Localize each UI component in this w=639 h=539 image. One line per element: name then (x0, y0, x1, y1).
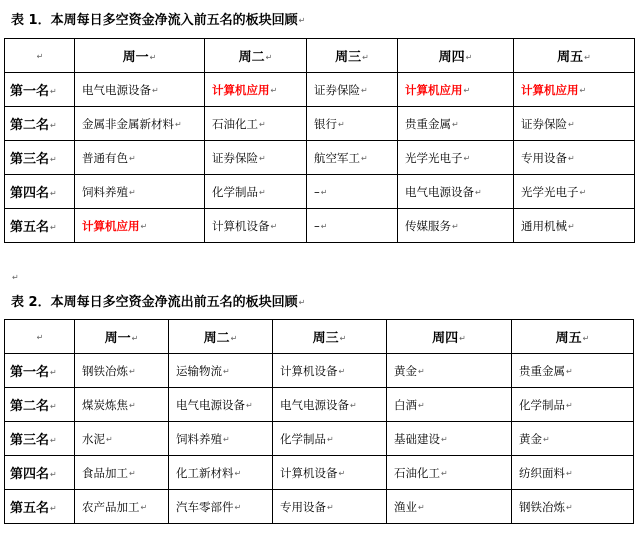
rank-label: 第四名 (10, 186, 50, 201)
sector-cell (75, 490, 169, 524)
sector-name: 贵重金属 (519, 363, 565, 378)
sector-name: 纺织面料 (519, 465, 565, 480)
table-row (5, 490, 634, 524)
sector-cell (205, 175, 307, 209)
paragraph-mark: ↵ (259, 119, 266, 129)
sector-cell (512, 388, 634, 422)
table-row (5, 422, 634, 456)
paragraph-mark: ↵ (566, 366, 573, 376)
rank-label: 第五名 (10, 220, 50, 235)
day-label: 周三 (312, 331, 339, 346)
paragraph-mark: ↵ (50, 504, 57, 513)
header-row (5, 39, 635, 73)
sector-name: 计算机应用 (82, 218, 140, 233)
paragraph-mark: ↵ (129, 400, 136, 410)
sector-cell (75, 209, 205, 243)
day-header (387, 320, 512, 354)
sector-cell (205, 73, 307, 107)
sector-cell (169, 422, 273, 456)
sector-name: 证券保险 (521, 116, 567, 131)
table-row (5, 209, 635, 243)
table2-caption: 表 2．本周每日多空资金净流出前五名的板块回顾↵ (11, 295, 306, 310)
paragraph-mark: ↵ (362, 53, 369, 62)
paragraph-mark: ↵ (259, 153, 266, 163)
table-row (5, 388, 634, 422)
sector-name: 贵重金属 (405, 116, 451, 131)
sector-name: 计算机设备 (212, 218, 270, 233)
paragraph-mark: ↵ (566, 468, 573, 478)
day-label: 周二 (203, 331, 230, 346)
paragraph-mark: ↵ (106, 434, 113, 444)
sector-cell (514, 73, 635, 107)
rank-label: 第一名 (10, 84, 50, 99)
sector-name: 航空军工 (314, 150, 360, 165)
rank-label: 第二名 (10, 399, 50, 414)
sector-name: 饲料养殖 (176, 431, 222, 446)
sector-cell (75, 141, 205, 175)
sector-name: 专用设备 (521, 150, 567, 165)
rank-cell (5, 388, 75, 422)
table-row (5, 354, 634, 388)
paragraph-mark: ↵ (50, 223, 57, 232)
paragraph-mark: ↵ (246, 400, 253, 410)
paragraph-mark: ↵ (50, 402, 57, 411)
sector-cell (273, 456, 387, 490)
sector-cell (75, 175, 205, 209)
day-label: 周一 (122, 50, 149, 65)
paragraph-mark: ↵ (129, 153, 136, 163)
paragraph-mark: ↵ (579, 85, 587, 95)
sector-name: 钢铁冶炼 (519, 499, 565, 514)
paragraph-mark: ↵ (361, 85, 368, 95)
paragraph-mark: ↵ (584, 53, 591, 62)
paragraph-mark: ↵ (129, 366, 136, 376)
sector-name: 汽车零部件 (176, 499, 234, 514)
sector-cell (512, 354, 634, 388)
sector-name: 黄金 (394, 363, 417, 378)
sector-cell (75, 422, 169, 456)
sector-cell (387, 422, 512, 456)
sector-name: 化工新材料 (176, 465, 234, 480)
sector-name: 化学制品 (212, 184, 258, 199)
sector-name: – (314, 218, 320, 233)
sector-name: 化学制品 (280, 431, 326, 446)
paragraph-mark: ↵ (270, 85, 278, 95)
paragraph-mark: ↵ (36, 51, 44, 61)
paragraph-mark: ↵ (234, 502, 242, 512)
paragraph-mark: ↵ (152, 85, 159, 95)
paragraph-mark: ↵ (50, 155, 57, 164)
sector-name: 农产品加工 (82, 499, 140, 514)
sector-cell (387, 354, 512, 388)
sector-name: 基础建设 (394, 431, 440, 446)
header-corner-cell (5, 320, 75, 354)
sector-cell (512, 490, 634, 524)
paragraph-mark: ↵ (475, 187, 482, 197)
sector-cell (75, 354, 169, 388)
paragraph-mark: ↵ (327, 502, 334, 512)
paragraph-mark: ↵ (140, 502, 148, 512)
table2-outflow (4, 319, 634, 524)
sector-name: 水泥 (82, 431, 105, 446)
sector-name: 计算机设备 (280, 363, 338, 378)
paragraph-mark: ↵ (259, 187, 266, 197)
sector-cell (307, 73, 398, 107)
day-label: 周四 (438, 50, 465, 65)
sector-name: 普通有色 (82, 150, 128, 165)
table1-inflow (4, 38, 635, 243)
paragraph-mark: ↵ (298, 298, 306, 307)
paragraph-mark: ↵ (465, 53, 473, 62)
paragraph-mark: ↵ (327, 434, 334, 444)
paragraph-mark: ↵ (12, 273, 19, 282)
sector-cell (169, 490, 273, 524)
paragraph-mark: ↵ (452, 221, 459, 231)
paragraph-mark: ↵ (223, 434, 230, 444)
sector-cell (169, 388, 273, 422)
sector-cell (387, 388, 512, 422)
sector-cell (398, 209, 514, 243)
day-label: 周三 (335, 50, 362, 65)
rank-label: 第一名 (10, 365, 50, 380)
sector-cell (387, 490, 512, 524)
sector-name: 钢铁冶炼 (82, 363, 128, 378)
rank-cell (5, 422, 75, 456)
sector-cell (205, 141, 307, 175)
sector-cell (273, 422, 387, 456)
rank-label: 第三名 (10, 433, 50, 448)
sector-name: 银行 (314, 116, 337, 131)
rank-cell (5, 456, 75, 490)
paragraph-mark: ↵ (459, 334, 466, 343)
sector-cell (398, 175, 514, 209)
paragraph-mark: ↵ (298, 16, 306, 25)
sector-name: 证券保险 (314, 82, 360, 97)
sector-cell (514, 175, 635, 209)
sector-cell (75, 107, 205, 141)
paragraph-mark: ↵ (50, 436, 57, 445)
day-header (169, 320, 273, 354)
sector-name: 石油化工 (394, 465, 440, 480)
paragraph-mark: ↵ (149, 53, 157, 62)
sector-name: 金属非金属新材料 (82, 116, 174, 131)
day-label: 周五 (555, 331, 582, 346)
paragraph-mark: ↵ (50, 470, 57, 479)
rank-cell (5, 175, 75, 209)
sector-cell (514, 141, 635, 175)
sector-cell (514, 209, 635, 243)
sector-cell (398, 141, 514, 175)
sector-name: 专用设备 (280, 499, 326, 514)
sector-name: 传媒服务 (405, 218, 451, 233)
sector-cell (307, 175, 398, 209)
paragraph-mark: ↵ (140, 221, 148, 231)
sector-cell (205, 209, 307, 243)
table-row (5, 456, 634, 490)
day-label: 周二 (238, 50, 265, 65)
sector-name: 电气电源设备 (82, 82, 151, 97)
sector-cell (514, 107, 635, 141)
rank-label: 第三名 (10, 152, 50, 167)
sector-name: 证券保险 (212, 150, 258, 165)
rank-cell (5, 73, 75, 107)
paragraph-mark: ↵ (418, 366, 425, 376)
paragraph-mark: ↵ (441, 468, 448, 478)
day-label: 周五 (557, 50, 584, 65)
sector-name: 电气电源设备 (280, 397, 349, 412)
paragraph-mark: ↵ (320, 221, 328, 231)
paragraph-mark: ↵ (223, 366, 230, 376)
paragraph-mark: ↵ (50, 189, 57, 198)
paragraph-mark: ↵ (566, 502, 573, 512)
paragraph-mark: ↵ (582, 334, 590, 343)
paragraph-mark: ↵ (338, 366, 346, 376)
sector-cell (205, 107, 307, 141)
rank-cell (5, 209, 75, 243)
sector-cell (273, 490, 387, 524)
sector-cell (75, 73, 205, 107)
sector-name: 食品加工 (82, 465, 128, 480)
table-row (5, 73, 635, 107)
paragraph-mark: ↵ (463, 153, 471, 163)
paragraph-mark: ↵ (50, 87, 57, 96)
paragraph-mark: ↵ (441, 434, 448, 444)
sector-name: 白酒 (394, 397, 417, 412)
table-row (5, 175, 635, 209)
day-header (514, 39, 635, 73)
paragraph-mark: ↵ (175, 119, 182, 129)
paragraph-mark: ↵ (418, 502, 425, 512)
header-corner-cell (5, 39, 75, 73)
sector-name: 石油化工 (212, 116, 258, 131)
sector-name: 煤炭炼焦 (82, 397, 128, 412)
paragraph-mark: ↵ (568, 153, 575, 163)
paragraph-mark: ↵ (230, 334, 238, 343)
paragraph-mark: ↵ (418, 400, 425, 410)
rank-label: 第四名 (10, 467, 50, 482)
paragraph-mark: ↵ (36, 332, 44, 342)
paragraph-mark: ↵ (50, 121, 57, 130)
paragraph-mark: ↵ (129, 468, 136, 478)
day-header (75, 320, 169, 354)
day-header (307, 39, 398, 73)
rank-label: 第五名 (10, 501, 50, 516)
sector-cell (75, 456, 169, 490)
rank-label: 第二名 (10, 118, 50, 133)
paragraph-mark: ↵ (234, 468, 242, 478)
paragraph-mark: ↵ (543, 434, 550, 444)
sector-name: 计算机应用 (521, 82, 579, 97)
header-row (5, 320, 634, 354)
rank-cell (5, 107, 75, 141)
table-row (5, 107, 635, 141)
paragraph-mark: ↵ (361, 153, 368, 163)
paragraph-mark: ↵ (320, 187, 328, 197)
table-row (5, 141, 635, 175)
sector-cell (398, 107, 514, 141)
day-header (75, 39, 205, 73)
sector-name: 光学光电子 (405, 150, 463, 165)
sector-cell (307, 209, 398, 243)
sector-cell (398, 73, 514, 107)
paragraph-mark: ↵ (463, 85, 471, 95)
paragraph-mark: ↵ (350, 400, 357, 410)
sector-cell (307, 107, 398, 141)
paragraph-mark: ↵ (50, 368, 57, 377)
paragraph-mark: ↵ (338, 468, 346, 478)
paragraph-mark: ↵ (568, 119, 575, 129)
sector-name: 饲料养殖 (82, 184, 128, 199)
sector-name: 化学制品 (519, 397, 565, 412)
paragraph-mark: ↵ (265, 53, 273, 62)
paragraph-mark: ↵ (566, 400, 573, 410)
sector-cell (273, 388, 387, 422)
paragraph-mark: ↵ (270, 221, 278, 231)
sector-name: 黄金 (519, 431, 542, 446)
sector-cell (75, 388, 169, 422)
sector-cell (169, 354, 273, 388)
day-label: 周一 (104, 331, 131, 346)
day-header (512, 320, 634, 354)
day-label: 周四 (432, 331, 459, 346)
paragraph-mark: ↵ (452, 119, 459, 129)
rank-cell (5, 141, 75, 175)
sector-name: 通用机械 (521, 218, 567, 233)
rank-cell (5, 354, 75, 388)
sector-name: 计算机设备 (280, 465, 338, 480)
sector-name: 光学光电子 (521, 184, 579, 199)
sector-name: 渔业 (394, 499, 417, 514)
sector-cell (512, 456, 634, 490)
sector-cell (387, 456, 512, 490)
paragraph-mark: ↵ (129, 187, 136, 197)
sector-name: 计算机应用 (405, 82, 463, 97)
day-header (398, 39, 514, 73)
rank-cell (5, 490, 75, 524)
sector-cell (307, 141, 398, 175)
paragraph-mark: ↵ (131, 334, 139, 343)
sector-name: 电气电源设备 (176, 397, 245, 412)
sector-name: 计算机应用 (212, 82, 270, 97)
day-header (205, 39, 307, 73)
sector-name: 电气电源设备 (405, 184, 474, 199)
sector-cell (169, 456, 273, 490)
paragraph-mark: ↵ (339, 334, 347, 343)
paragraph-mark: ↵ (579, 187, 587, 197)
empty-paragraph (11, 266, 19, 285)
paragraph-mark: ↵ (568, 221, 575, 231)
paragraph-mark: ↵ (338, 119, 345, 129)
sector-name: – (314, 184, 320, 199)
sector-cell (273, 354, 387, 388)
table1-caption: 表 1．本周每日多空资金净流入前五名的板块回顾↵ (11, 13, 306, 28)
sector-cell (512, 422, 634, 456)
day-header (273, 320, 387, 354)
sector-name: 运输物流 (176, 363, 222, 378)
